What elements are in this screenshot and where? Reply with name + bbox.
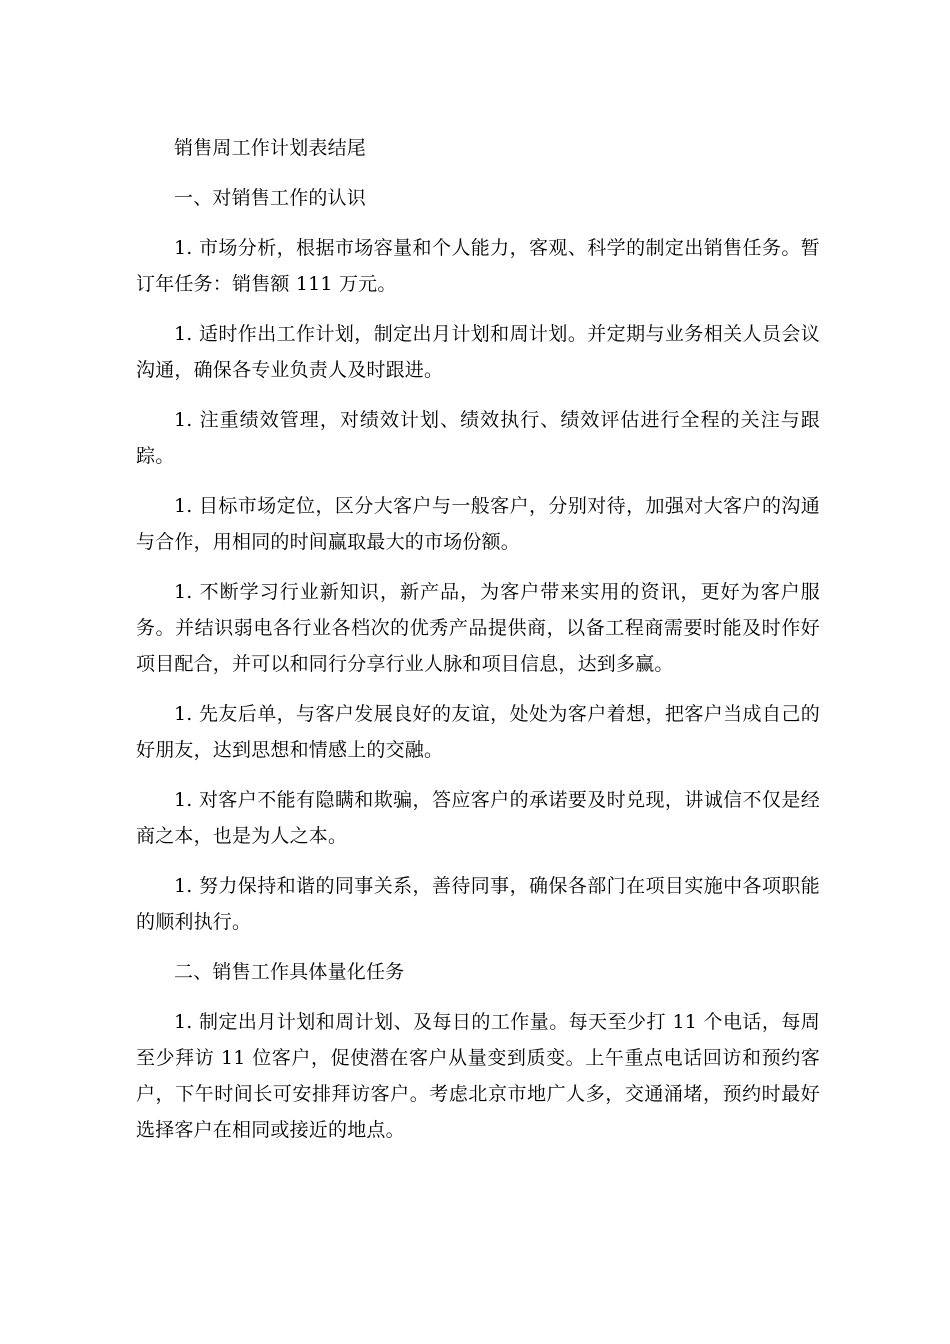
section-heading-2: 二、销售工作具体量化任务 xyxy=(174,961,405,983)
document-title: 销售周工作计划表结尾 xyxy=(174,137,367,159)
paragraph-friendship-first: 1. 先友后单，与客户发展良好的友谊，处处为客户着想，把客户当成自己的好朋友，达到思想和情感上的交融。 xyxy=(136,703,820,761)
section-heading-1: 一、对销售工作的认识 xyxy=(174,187,367,209)
paragraph-continuous-learning: 1. 不断学习行业新知识，新产品，为客户带来实用的资讯，更好为客户服务。并结识弱电各行业各档次的优秀产品提供商，以备工程商需要时能及时作好项目配合，并可以和同行分享行业人脉和项目信息，达到多赢。 xyxy=(136,581,820,675)
document-body xyxy=(136,130,820,1148)
paragraph-quantified-tasks: 1. 制定出月计划和周计划、及每日的工作量。每天至少打 11 个电话，每周至少拜访 11 位客户，促使潜在客户从量变到质变。上午重点电话回访和预约客户，下午时间长可安排拜访客户。考虑北京市地广人多，交通涌堵，预约时最好选择客户在相同或接近的地点。 xyxy=(136,1011,820,1141)
paragraph-honesty: 1. 对客户不能有隐瞒和欺骗，答应客户的承诺要及时兑现，讲诚信不仅是经商之本，也是为人之本。 xyxy=(136,789,820,847)
paragraph-target-market: 1. 目标市场定位，区分大客户与一般客户，分别对待，加强对大客户的沟通与合作，用相同的时间赢取最大的市场份额。 xyxy=(136,495,820,553)
paragraph-work-plan: 1. 适时作出工作计划，制定出月计划和周计划。并定期与业务相关人员会议沟通，确保各专业负责人及时跟进。 xyxy=(136,323,820,381)
paragraph-market-analysis: 1. 市场分析，根据市场容量和个人能力，客观、科学的制定出销售任务。暂订年任务：销售额 111 万元。 xyxy=(136,237,820,295)
paragraph-performance-management: 1. 注重绩效管理，对绩效计划、绩效执行、绩效评估进行全程的关注与跟踪。 xyxy=(136,409,820,467)
paragraph-colleague-relations: 1. 努力保持和谐的同事关系，善待同事，确保各部门在项目实施中各项职能的顺利执行。 xyxy=(136,875,820,933)
